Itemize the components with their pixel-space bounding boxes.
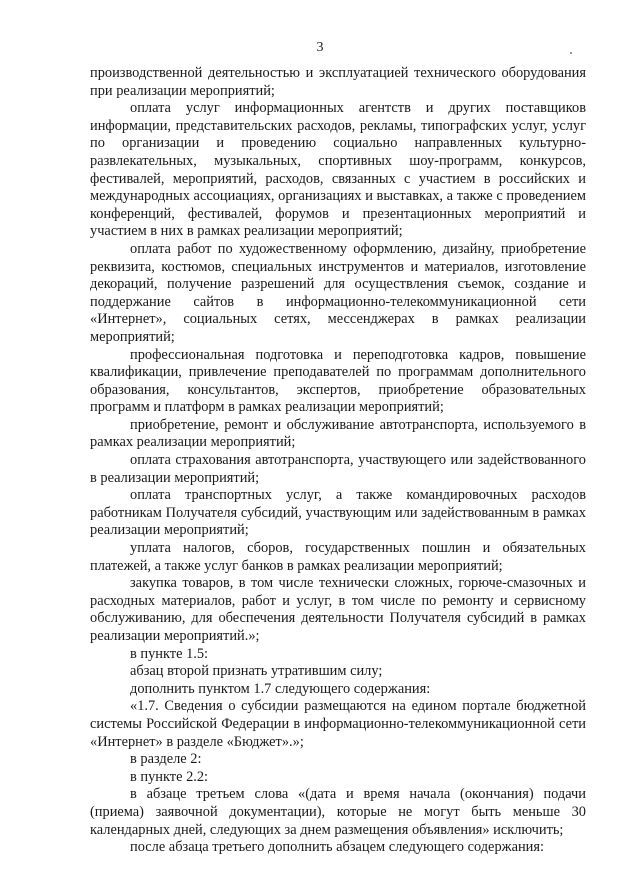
paragraph-third-abzac: в абзаце третьем слова «(дата и время начала (окончания) подачи (приема) заявочной документации), которые не могут быть меньше 30 календарных дней, следующих за днем размещения объявления» исключить; [90,786,586,838]
paragraph-add-after-third: после абзаца третьего дополнить абзацем следующего содержания: [130,839,544,856]
paragraph-info-services: оплата услуг информационных агентств и других поставщиков информации, представительских расходов, рекламы, типографских услуг, услуг по организации и проведению социально направленных культурно-развлекательных, музыкальных, спортивных шоу-программ, конкурсов, фестивалей, мероприятий, расходов, связанных с участием в российских и международных ассоциациях, организациях и выставках, а также с проведением конференций, фестивалей, форумов и презентационных мероприятий и участием в них в рамках реализации мероприятий; [90,100,586,240]
paragraph-purchases: закупка товаров, в том числе технически сложных, горюче-смазочных и расходных материалов, работ и услуг, в том числе по ремонту и сервисному обслуживанию, для обеспечения деятельности Получателя субсидий в рамках реализации мероприятий.»; [90,575,586,644]
paragraph-continuation: производственной деятельностью и эксплуатацией технического оборудования при реализации мероприятий; [90,65,586,99]
paragraph-taxes: уплата налогов, сборов, государственных пошлин и обязательных платежей, а также услуг банков в рамках реализации мероприятий; [90,540,586,574]
paragraph-abolish: абзац второй признать утратившим силу; [130,663,383,680]
paragraph-clause-1-7-text: «1.7. Сведения о субсидии размещаются на едином портале бюджетной системы Российской Федерации в информационно-телекоммуникационной сети «Интернет» в разделе «Бюджет».»; [90,698,586,750]
paragraph-vehicles: приобретение, ремонт и обслуживание автотранспорта, используемого в рамках реализации мероприятий; [90,416,586,451]
paragraph-section-2: в разделе 2: [130,751,202,768]
page-number: 3 [316,40,324,55]
paragraph-design-works: оплата работ по художественному оформлению, дизайну, приобретение реквизита, костюмов, специальных инструментов и материалов, изготовление декораций, получение разрешений для осуществления съемок, создание и поддержание сайтов в информационно-телекоммуникационной сети «Интернет», социальных сетях, мессенджерах в рамках реализации мероприятий; [90,240,586,345]
paragraph-add-1-7: дополнить пунктом 1.7 следующего содержания: [130,680,431,697]
scan-speck [570,52,572,54]
paragraph-transport: оплата транспортных услуг, а также командировочных расходов работникам Получателя субсидий, участвующим или задействованным в рамках реализации мероприятий; [90,487,586,539]
document-body [90,65,586,857]
paragraph-clause-2-2: в пункте 2.2: [130,768,209,785]
paragraph-training: профессиональная подготовка и переподготовка кадров, повышение квалификации, привлечение преподавателей по программам дополнительного образования, консультантов, экспертов, приобретение образовательных программ и платформ в рамках реализации мероприятий; [90,346,586,416]
paragraph-clause-1-5: в пункте 1.5: [130,645,209,662]
paragraph-insurance: оплата страхования автотранспорта, участвующего или задействованного в реализации мероприятий; [90,452,586,486]
